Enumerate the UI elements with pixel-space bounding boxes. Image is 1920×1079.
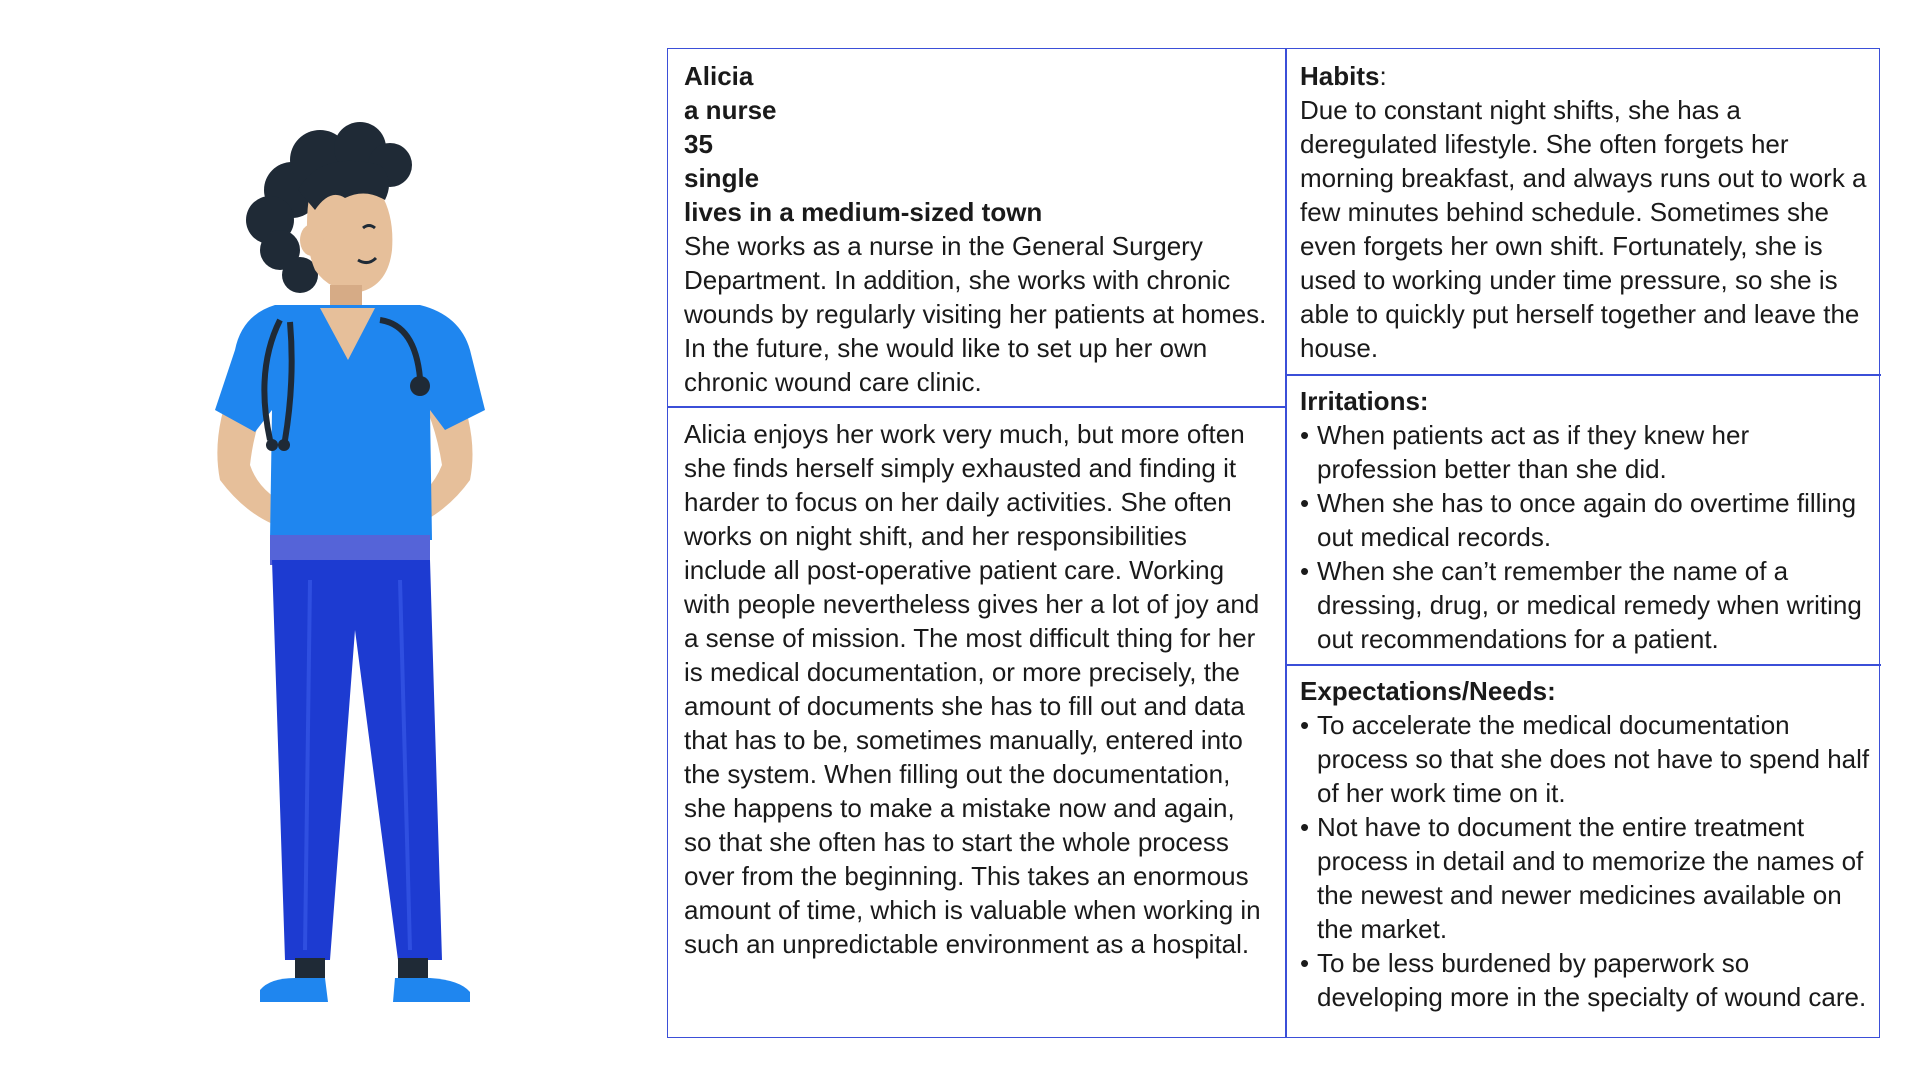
habits-section (1300, 59, 1870, 365)
habits-title: Habits (1300, 61, 1380, 91)
expectations-title: Expectations/Needs: (1300, 676, 1556, 706)
habits-heading (1300, 59, 1870, 93)
persona-location: lives in a medium-sized town (684, 197, 1043, 227)
list-item: • Not have to document the entire treatment process in detail and to memorize the names of the newest and newer medicines available on the market. (1300, 810, 1870, 946)
nurse-illustration (180, 110, 540, 1030)
list-item: • To be less burdened by paperwork so developing more in the specialty of wound care. (1300, 946, 1870, 1014)
irritations-list (1300, 418, 1870, 656)
right-row-divider-2 (1285, 664, 1881, 666)
habits-title-colon: : (1379, 61, 1387, 91)
list-item: • When patients act as if they knew her profession better than she did. (1300, 418, 1870, 486)
irritations-title: Irritations: (1300, 386, 1429, 416)
profile-section (684, 59, 1274, 399)
expectations-section (1300, 674, 1870, 1014)
expectations-list (1300, 708, 1870, 1014)
left-row-divider (668, 406, 1285, 408)
persona-status: single (684, 163, 760, 193)
habits-text: Due to constant night shifts, she has a deregulated lifestyle. She often forgets her morning breakfast, and always runs out to work a few minutes behind schedule. Sometimes she even forgets her own shift. Fortunately, she is used to working under time pressure, so she is able to quickly put herself together and leave the house. (1300, 95, 1867, 363)
persona-summary: She works as a nurse in the General Surgery Department. In addition, she works with chronic wounds by regularly visiting her patients at homes. In the future, she would like to set up her own chronic wound care clinic. (684, 231, 1267, 397)
persona-story: Alicia enjoys her work very much, but more often she finds herself simply exhausted and finding it harder to focus on her daily activities. She often works on night shift, and her responsibilities include all post-operative patient care. Working with people nevertheless gives her a lot of joy and a sense of mission. The most difficult thing for her is medical documentation, or more precisely, the amount of documents she has to fill out and data that has to be, sometimes manually, entered into the system. When filling out the documentation, she happens to make a mistake now and again, so that she often has to start the whole process over from the beginning. This takes an enormous amount of time, which is valuable when working in such an unpredictable environment as a hospital. (684, 419, 1261, 959)
persona-card (667, 48, 1880, 1038)
persona-name: Alicia (684, 61, 754, 91)
list-item: • When she can’t remember the name of a dressing, drug, or medical remedy when writing out recommendations for a patient. (1300, 554, 1870, 656)
list-item: • When she has to once again do overtime filling out medical records. (1300, 486, 1870, 554)
persona-age: 35 (684, 129, 713, 159)
persona-role: a nurse (684, 95, 777, 125)
right-row-divider-1 (1285, 374, 1881, 376)
story-section (684, 417, 1266, 961)
irritations-section (1300, 384, 1870, 656)
column-divider (1285, 49, 1287, 1037)
list-item: • To accelerate the medical documentation process so that she does not have to spend half of her work time on it. (1300, 708, 1870, 810)
nurse-icon (180, 110, 540, 1030)
